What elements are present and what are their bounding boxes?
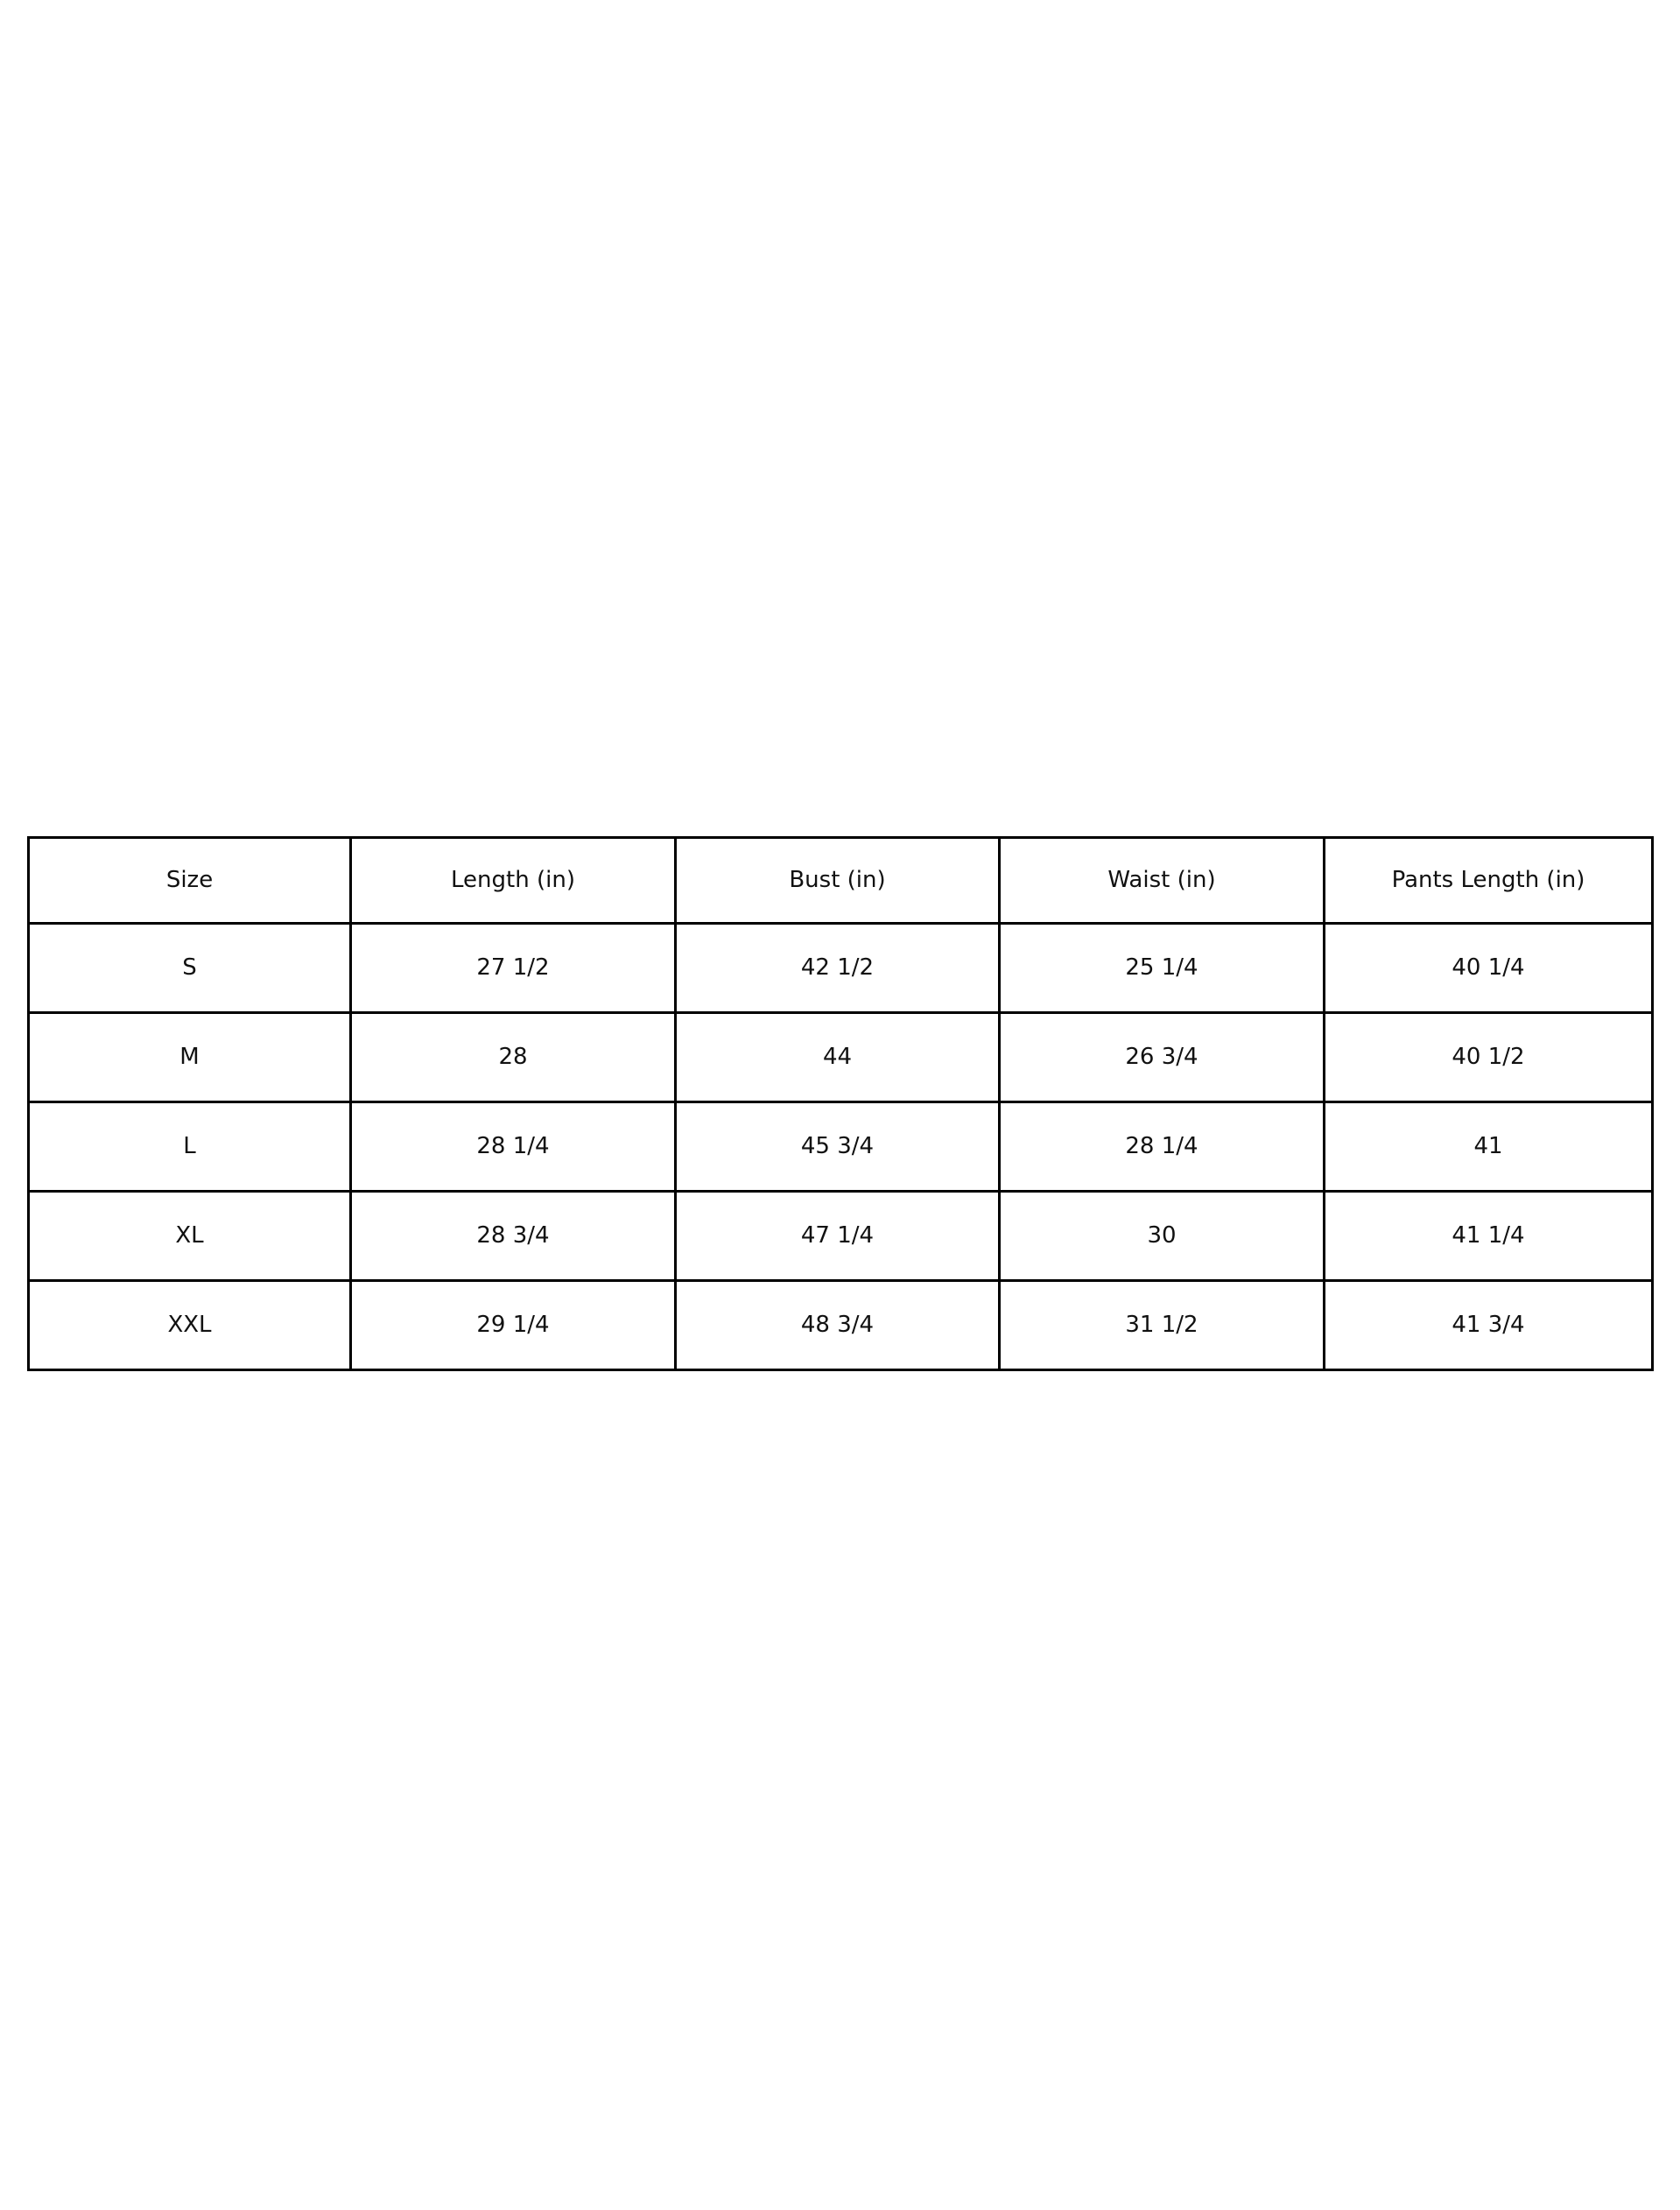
cell-size: M: [29, 1013, 351, 1102]
cell-bust: 45 3/4: [676, 1102, 1000, 1192]
table-row: [29, 924, 1653, 1013]
cell-bust: 47 1/4: [676, 1192, 1000, 1281]
table-row: [29, 1192, 1653, 1281]
cell-length: 27 1/2: [351, 924, 676, 1013]
cell-size: XL: [29, 1192, 351, 1281]
size-chart-container: [27, 836, 1651, 1371]
cell-bust: 42 1/2: [676, 924, 1000, 1013]
column-header-length: Length (in): [351, 838, 676, 924]
column-header-size: Size: [29, 838, 351, 924]
cell-bust: 48 3/4: [676, 1281, 1000, 1370]
cell-waist: 31 1/2: [1000, 1281, 1325, 1370]
cell-length: 28 3/4: [351, 1192, 676, 1281]
cell-length: 28: [351, 1013, 676, 1102]
cell-pants-length: 40 1/2: [1325, 1013, 1653, 1102]
cell-waist: 25 1/4: [1000, 924, 1325, 1013]
cell-pants-length: 41: [1325, 1102, 1653, 1192]
column-header-bust: Bust (in): [676, 838, 1000, 924]
cell-waist: 28 1/4: [1000, 1102, 1325, 1192]
column-header-pants-length: Pants Length (in): [1325, 838, 1653, 924]
cell-size: S: [29, 924, 351, 1013]
size-chart-table: [27, 836, 1654, 1371]
column-header-waist: Waist (in): [1000, 838, 1325, 924]
cell-waist: 26 3/4: [1000, 1013, 1325, 1102]
table-row: [29, 1102, 1653, 1192]
table-row: [29, 1281, 1653, 1370]
cell-pants-length: 41 1/4: [1325, 1192, 1653, 1281]
cell-pants-length: 40 1/4: [1325, 924, 1653, 1013]
cell-length: 28 1/4: [351, 1102, 676, 1192]
cell-bust: 44: [676, 1013, 1000, 1102]
table-header-row: [29, 838, 1653, 924]
cell-length: 29 1/4: [351, 1281, 676, 1370]
cell-size: XXL: [29, 1281, 351, 1370]
cell-waist: 30: [1000, 1192, 1325, 1281]
table-row: [29, 1013, 1653, 1102]
cell-pants-length: 41 3/4: [1325, 1281, 1653, 1370]
cell-size: L: [29, 1102, 351, 1192]
